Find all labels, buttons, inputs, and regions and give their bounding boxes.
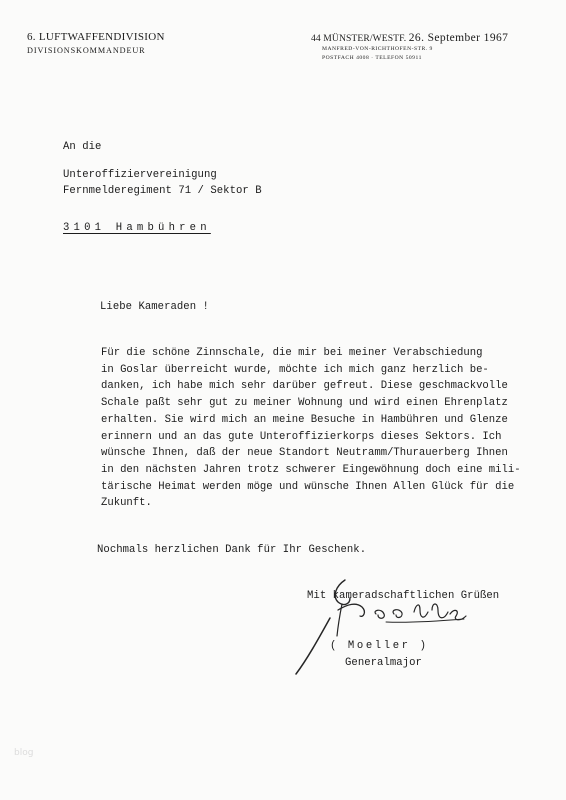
recipient-city: 3101 Hambühren [63, 222, 211, 234]
body-line: erinnern und an das gute Unteroffizierkorps dieses Sektors. Ich [101, 430, 502, 443]
signer-name: ( Moeller ) [330, 640, 429, 652]
closing-line: Nochmals herzlichen Dank für Ihr Geschenk. [97, 544, 367, 556]
body-line: Zukunft. [101, 497, 152, 510]
letterhead-command: DIVISIONSKOMMANDEUR [27, 46, 146, 55]
recipient-to: An die [63, 141, 102, 153]
letter-body [101, 345, 521, 512]
body-line: Schale paßt sehr gut zu meiner Wohnung und wird einen Ehrenplatz [101, 397, 508, 410]
letter-date: 26. September 1967 [408, 32, 509, 44]
body-line: in Goslar überreicht wurde, möchte ich mich ganz herzlich be- [101, 363, 489, 376]
letterhead-division: 6. LUFTWAFFENDIVISION [27, 31, 165, 43]
salutation: Liebe Kameraden ! [100, 301, 209, 313]
body-line: erhalten. Sie wird mich an meine Besuche in Hambühren und Glenze [101, 413, 508, 426]
letterhead-place: 44 MÜNSTER/WESTF. [311, 33, 407, 44]
body-line: tärische Heimat werden möge und wünsche Ihnen Allen Glück für die [101, 480, 515, 493]
letterhead-place-date [311, 32, 508, 44]
recipient-line-1: Unteroffiziervereinigung [63, 169, 217, 181]
body-line: Für die schöne Zinnschale, die mir bei meiner Verabschiedung [101, 347, 483, 359]
signer-rank: Generalmajor [345, 657, 422, 669]
letterhead-postbox: POSTFACH 4008 · TELEFON 50911 [322, 55, 422, 61]
greeting: Mit kameradschaftlichen Grüßen [307, 590, 500, 602]
watermark: blog [14, 748, 34, 758]
letterhead-street: MANFRED-VON-RICHTHOFEN-STR. 9 [322, 46, 433, 52]
body-line: in den nächsten Jahren trotz schwerer Eingewöhnung doch eine mili- [101, 463, 521, 476]
body-line: danken, ich habe mich sehr darüber gefreut. Diese geschmackvolle [101, 380, 508, 393]
body-line: wünsche Ihnen, daß der neue Standort Neutramm/Thurauerberg Ihnen [101, 447, 508, 460]
recipient-line-2: Fernmelderegiment 71 / Sektor B [63, 185, 262, 197]
